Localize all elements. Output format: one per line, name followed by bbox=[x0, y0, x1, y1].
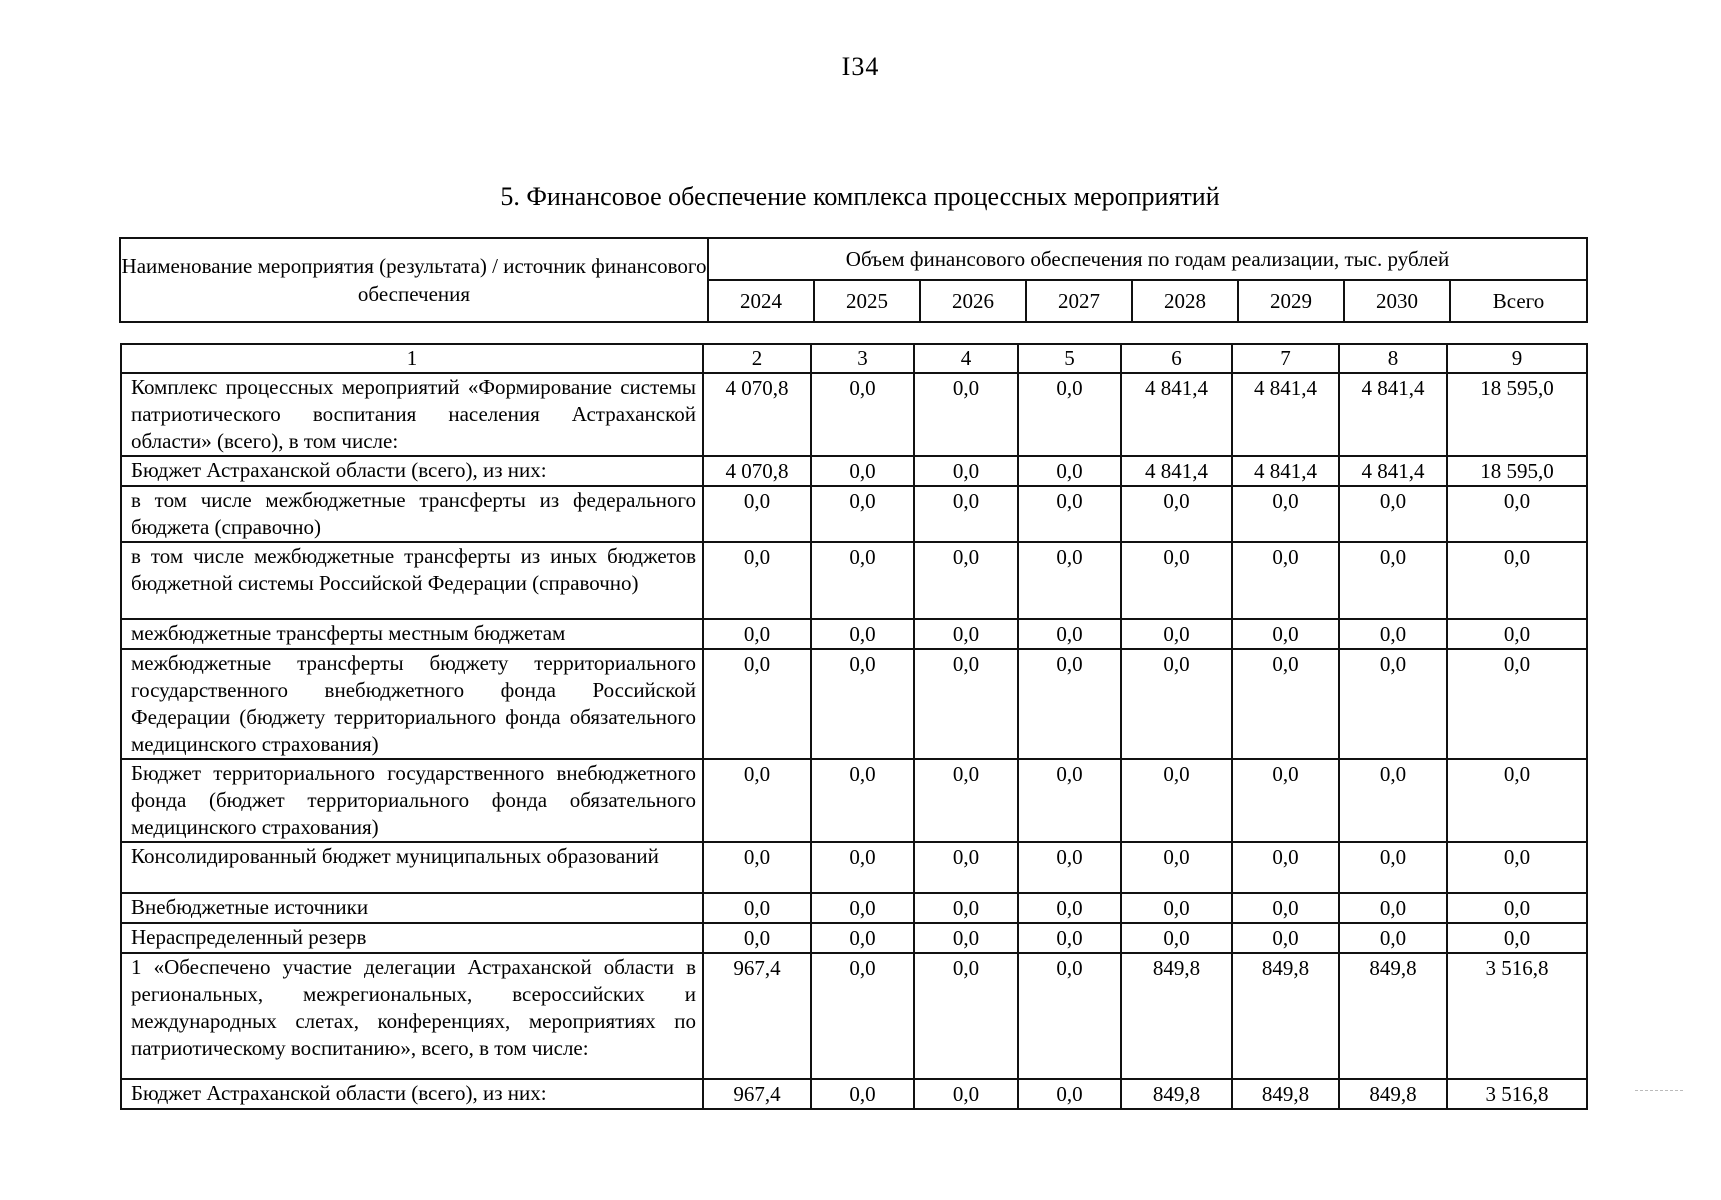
value-cell: 0,0 bbox=[914, 373, 1018, 456]
total-cell: 0,0 bbox=[1447, 923, 1587, 953]
value-cell: 0,0 bbox=[1018, 619, 1121, 649]
table-row bbox=[121, 542, 1587, 619]
name-column-header: Наименование мероприятия (результата) / источник финансового обеспечения bbox=[120, 238, 708, 322]
total-cell: 0,0 bbox=[1447, 542, 1587, 619]
value-cell: 0,0 bbox=[1232, 649, 1339, 759]
column-number: 7 bbox=[1232, 344, 1339, 373]
year-header: 2026 bbox=[920, 280, 1026, 322]
value-cell: 0,0 bbox=[914, 759, 1018, 842]
value-cell: 0,0 bbox=[811, 456, 914, 486]
total-header: Всего bbox=[1450, 280, 1587, 322]
value-cell: 0,0 bbox=[1339, 619, 1447, 649]
value-cell: 0,0 bbox=[914, 1079, 1018, 1109]
table-row bbox=[121, 373, 1587, 456]
value-cell: 0,0 bbox=[811, 649, 914, 759]
total-cell: 0,0 bbox=[1447, 893, 1587, 923]
value-cell: 0,0 bbox=[1018, 1079, 1121, 1109]
value-cell: 0,0 bbox=[703, 893, 811, 923]
value-cell: 0,0 bbox=[811, 373, 914, 456]
value-cell: 4 841,4 bbox=[1121, 456, 1232, 486]
value-cell: 4 070,8 bbox=[703, 456, 811, 486]
value-cell: 0,0 bbox=[1232, 923, 1339, 953]
value-cell: 0,0 bbox=[1121, 649, 1232, 759]
value-cell: 4 841,4 bbox=[1339, 373, 1447, 456]
value-cell: 0,0 bbox=[1018, 649, 1121, 759]
total-cell: 0,0 bbox=[1447, 486, 1587, 542]
value-cell: 0,0 bbox=[1018, 923, 1121, 953]
column-number: 5 bbox=[1018, 344, 1121, 373]
total-cell: 0,0 bbox=[1447, 842, 1587, 893]
column-number-row bbox=[121, 344, 1587, 373]
value-cell: 0,0 bbox=[1018, 486, 1121, 542]
value-cell: 0,0 bbox=[1339, 542, 1447, 619]
value-cell: 0,0 bbox=[1018, 373, 1121, 456]
table-row bbox=[121, 953, 1587, 1079]
value-cell: 0,0 bbox=[1121, 619, 1232, 649]
page-number: I34 bbox=[841, 52, 880, 81]
column-number: 6 bbox=[1121, 344, 1232, 373]
value-cell: 0,0 bbox=[811, 842, 914, 893]
value-cell: 0,0 bbox=[1018, 842, 1121, 893]
column-number: 4 bbox=[914, 344, 1018, 373]
table-row bbox=[121, 649, 1587, 759]
financing-table bbox=[120, 343, 1588, 1110]
row-label: Нераспределенный резерв bbox=[121, 923, 703, 953]
value-cell: 0,0 bbox=[914, 619, 1018, 649]
table-row bbox=[121, 759, 1587, 842]
total-cell: 18 595,0 bbox=[1447, 456, 1587, 486]
value-cell: 0,0 bbox=[914, 542, 1018, 619]
value-cell: 0,0 bbox=[914, 953, 1018, 1079]
value-cell: 0,0 bbox=[811, 953, 914, 1079]
table-row bbox=[121, 1079, 1587, 1109]
total-cell: 3 516,8 bbox=[1447, 1079, 1587, 1109]
year-header: 2030 bbox=[1344, 280, 1450, 322]
table-row bbox=[121, 619, 1587, 649]
column-number: 3 bbox=[811, 344, 914, 373]
total-cell: 3 516,8 bbox=[1447, 953, 1587, 1079]
value-cell: 0,0 bbox=[703, 619, 811, 649]
value-cell: 0,0 bbox=[1018, 456, 1121, 486]
value-cell: 0,0 bbox=[1339, 759, 1447, 842]
value-cell: 0,0 bbox=[1339, 842, 1447, 893]
value-cell: 849,8 bbox=[1339, 953, 1447, 1079]
row-label: Консолидированный бюджет муниципальных образований bbox=[121, 842, 703, 893]
value-cell: 0,0 bbox=[811, 1079, 914, 1109]
value-cell: 849,8 bbox=[1121, 1079, 1232, 1109]
value-cell: 0,0 bbox=[1121, 759, 1232, 842]
row-label: межбюджетные трансферты бюджету территориального государственного внебюджетного фонда Российской Федерации (бюджету территориального фонда обязательного медицинского страхования) bbox=[121, 649, 703, 759]
table-row bbox=[121, 486, 1587, 542]
value-cell: 0,0 bbox=[703, 542, 811, 619]
value-cell: 4 841,4 bbox=[1121, 373, 1232, 456]
value-cell: 0,0 bbox=[703, 486, 811, 542]
value-cell: 4 841,4 bbox=[1232, 456, 1339, 486]
table-row bbox=[121, 923, 1587, 953]
value-cell: 0,0 bbox=[811, 759, 914, 842]
row-label: Бюджет Астраханской области (всего), из них: bbox=[121, 456, 703, 486]
value-cell: 849,8 bbox=[1232, 953, 1339, 1079]
value-cell: 0,0 bbox=[914, 456, 1018, 486]
volume-header: Объем финансового обеспечения по годам реализации, тыс. рублей bbox=[708, 238, 1587, 280]
value-cell: 0,0 bbox=[811, 619, 914, 649]
total-cell: 0,0 bbox=[1447, 649, 1587, 759]
value-cell: 0,0 bbox=[1232, 759, 1339, 842]
value-cell: 0,0 bbox=[703, 842, 811, 893]
value-cell: 4 070,8 bbox=[703, 373, 811, 456]
table-body bbox=[121, 373, 1587, 1109]
value-cell: 0,0 bbox=[914, 893, 1018, 923]
column-number: 2 bbox=[703, 344, 811, 373]
year-header: 2025 bbox=[814, 280, 920, 322]
year-header: 2029 bbox=[1238, 280, 1344, 322]
value-cell: 0,0 bbox=[811, 542, 914, 619]
value-cell: 0,0 bbox=[703, 923, 811, 953]
row-label: в том числе межбюджетные трансферты из федерального бюджета (справочно) bbox=[121, 486, 703, 542]
value-cell: 0,0 bbox=[1232, 619, 1339, 649]
value-cell: 4 841,4 bbox=[1232, 373, 1339, 456]
column-number: 1 bbox=[121, 344, 703, 373]
section-title: 5. Финансовое обеспечение комплекса процессных мероприятий bbox=[500, 182, 1220, 211]
value-cell: 0,0 bbox=[703, 649, 811, 759]
value-cell: 0,0 bbox=[914, 486, 1018, 542]
year-header: 2027 bbox=[1026, 280, 1132, 322]
value-cell: 0,0 bbox=[1339, 649, 1447, 759]
value-cell: 849,8 bbox=[1232, 1079, 1339, 1109]
value-cell: 0,0 bbox=[914, 923, 1018, 953]
row-label: Внебюджетные источники bbox=[121, 893, 703, 923]
value-cell: 967,4 bbox=[703, 1079, 811, 1109]
row-label: Бюджет Астраханской области (всего), из них: bbox=[121, 1079, 703, 1109]
scan-artifact bbox=[1635, 1090, 1683, 1091]
row-label: в том числе межбюджетные трансферты из иных бюджетов бюджетной системы Российской Федерации (справочно) bbox=[121, 542, 703, 619]
value-cell: 0,0 bbox=[1018, 542, 1121, 619]
value-cell: 0,0 bbox=[1339, 923, 1447, 953]
year-header: 2024 bbox=[708, 280, 814, 322]
value-cell: 967,4 bbox=[703, 953, 811, 1079]
value-cell: 4 841,4 bbox=[1339, 456, 1447, 486]
value-cell: 0,0 bbox=[1018, 953, 1121, 1079]
value-cell: 0,0 bbox=[811, 893, 914, 923]
total-cell: 0,0 bbox=[1447, 759, 1587, 842]
value-cell: 849,8 bbox=[1121, 953, 1232, 1079]
total-cell: 0,0 bbox=[1447, 619, 1587, 649]
row-label: Бюджет территориального государственного внебюджетного фонда (бюджет территориального фонда обязательного медицинского страхования) bbox=[121, 759, 703, 842]
table-row bbox=[121, 893, 1587, 923]
value-cell: 0,0 bbox=[811, 486, 914, 542]
table-row bbox=[121, 456, 1587, 486]
column-number: 9 bbox=[1447, 344, 1587, 373]
value-cell: 849,8 bbox=[1339, 1079, 1447, 1109]
value-cell: 0,0 bbox=[1232, 486, 1339, 542]
value-cell: 0,0 bbox=[1018, 893, 1121, 923]
value-cell: 0,0 bbox=[1232, 893, 1339, 923]
value-cell: 0,0 bbox=[1121, 923, 1232, 953]
value-cell: 0,0 bbox=[1121, 486, 1232, 542]
value-cell: 0,0 bbox=[703, 759, 811, 842]
value-cell: 0,0 bbox=[1339, 893, 1447, 923]
row-label: Комплекс процессных мероприятий «Формирование системы патриотического воспитания населения Астраханской области» (всего), в том числе: bbox=[121, 373, 703, 456]
value-cell: 0,0 bbox=[811, 923, 914, 953]
value-cell: 0,0 bbox=[1121, 842, 1232, 893]
table-row bbox=[121, 842, 1587, 893]
value-cell: 0,0 bbox=[1018, 759, 1121, 842]
total-cell: 18 595,0 bbox=[1447, 373, 1587, 456]
value-cell: 0,0 bbox=[914, 649, 1018, 759]
table-header bbox=[119, 237, 1588, 323]
value-cell: 0,0 bbox=[914, 842, 1018, 893]
value-cell: 0,0 bbox=[1339, 486, 1447, 542]
value-cell: 0,0 bbox=[1121, 542, 1232, 619]
value-cell: 0,0 bbox=[1232, 842, 1339, 893]
row-label: 1 «Обеспечено участие делегации Астраханской области в региональных, межрегиональных, всероссийских и международных слетах, конференциях, мероприятиях по патриотическому воспитанию», всего, в том числе: bbox=[121, 953, 703, 1079]
value-cell: 0,0 bbox=[1232, 542, 1339, 619]
year-header: 2028 bbox=[1132, 280, 1238, 322]
row-label: межбюджетные трансферты местным бюджетам bbox=[121, 619, 703, 649]
value-cell: 0,0 bbox=[1121, 893, 1232, 923]
column-number: 8 bbox=[1339, 344, 1447, 373]
